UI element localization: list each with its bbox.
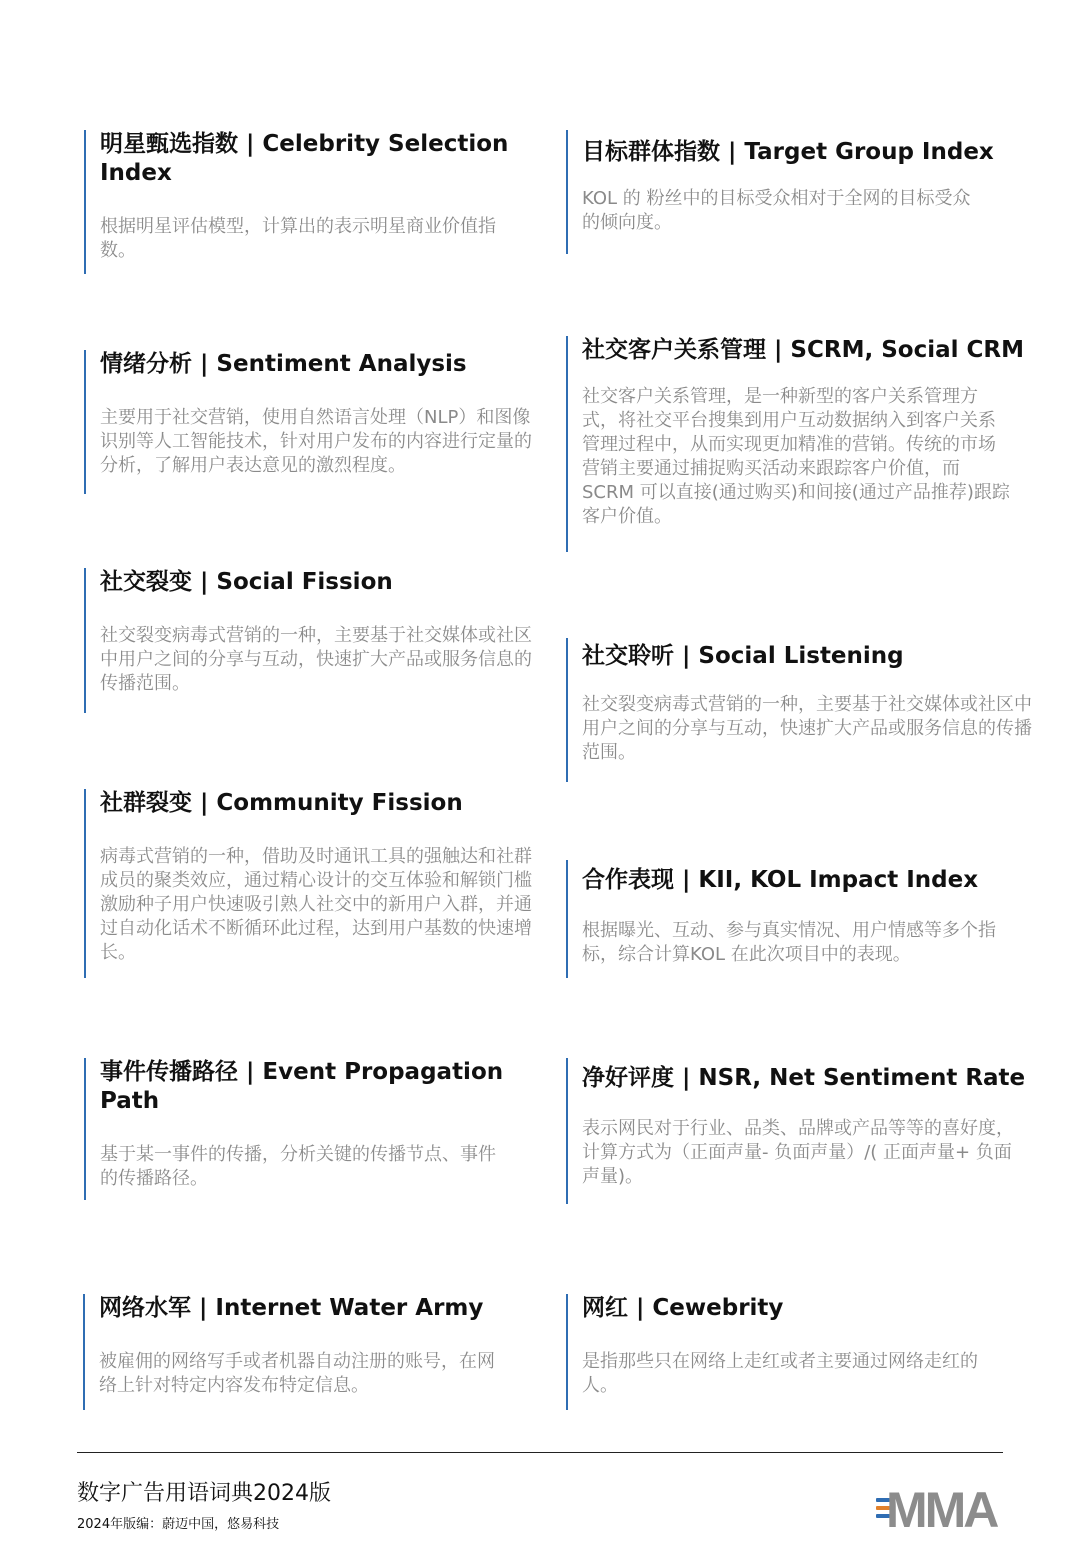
- entry-title: 社交裂变 | Social Fission: [100, 569, 393, 595]
- glossary-entry-event-propagation-path: [84, 1058, 540, 1200]
- entry-description: 表示网民对于行业、品类、品牌或产品等等的喜好度，计算方式为（正面声量- 负面声量）/( 正面声量+ 负面声量)。: [582, 1118, 1014, 1187]
- entry-title: 事件传播路径 | Event Propagation Path: [100, 1059, 504, 1114]
- entry-description: 病毒式营销的一种，借助及时通讯工具的强触达和社群成员的聚类效应，通过精心设计的交互体验和解锁门槛激励种子用户快速吸引熟人社交中的新用户入群，并通过自动化话术不断循环此过程，达到用户基数的快速增长。: [100, 846, 532, 963]
- entry-title: 净好评度 | NSR, Net Sentiment Rate: [582, 1065, 1026, 1091]
- entry-description: 基于某一事件的传播，分析关键的传播节点、事件的传播路径。: [100, 1144, 496, 1189]
- entry-description: KOL 的 粉丝中的目标受众相对于全网的目标受众的倾向度。: [582, 188, 971, 233]
- glossary-entry-celebrity-selection-index: [84, 130, 540, 274]
- entry-description: 是指那些只在网络上走红或者主要通过网络走红的人。: [582, 1351, 978, 1396]
- entry-title: 网络水军 | Internet Water Army: [99, 1295, 484, 1321]
- footer-divider: [77, 1452, 1003, 1453]
- glossary-entry-community-fission: [84, 789, 544, 978]
- entry-title: 目标群体指数 | Target Group Index: [582, 139, 994, 165]
- glossary-entry-net-sentiment-rate: [566, 1058, 1026, 1204]
- entry-description: 根据明星评估模型，计算出的表示明星商业价值指数。: [100, 216, 496, 261]
- footer-title: 数字广告用语词典2024版: [77, 1481, 331, 1506]
- glossary-entry-social-crm: [566, 336, 1036, 552]
- entry-description: 社交客户关系管理，是一种新型的客户关系管理方式，将社交平台搜集到用户互动数据纳入到客户关系管理过程中，从而实现更加精准的营销。传统的市场营销主要通过捕捉购买活动来跟踪客户价值，而 SCRM 可以直接(通过购买)和间接(通过产品推荐)跟踪客户价值。: [582, 386, 1010, 527]
- mma-logo: [876, 1482, 1018, 1538]
- entry-description: 主要用于社交营销，使用自然语言处理（NLP）和图像识别等人工智能技术，针对用户发布的内容进行定量的分析，了解用户表达意见的激烈程度。: [100, 407, 532, 476]
- glossary-entry-sentiment-analysis: [84, 350, 544, 494]
- entry-title: 情绪分析 | Sentiment Analysis: [100, 351, 467, 377]
- footer-subtitle: 2024年版编：蔚迈中国，悠易科技: [77, 1517, 280, 1532]
- entry-title: 社交聆听 | Social Listening: [582, 643, 904, 669]
- glossary-entry-kol-impact-index: [566, 860, 1026, 978]
- logo-wordmark: MMA: [886, 1482, 997, 1538]
- glossary-entry-target-group-index: [566, 130, 1026, 254]
- entry-title: 社交客户关系管理 | SCRM, Social CRM: [582, 337, 1024, 363]
- entry-title: 合作表现 | KII, KOL Impact Index: [582, 867, 979, 893]
- entry-description: 社交裂变病毒式营销的一种，主要基于社交媒体或社区中用户之间的分享与互动，快速扩大产品或服务信息的传播范围。: [582, 694, 1032, 763]
- glossary-entry-internet-water-army: [83, 1294, 539, 1410]
- entry-title: 网红 | Cewebrity: [582, 1295, 784, 1321]
- entry-description: 社交裂变病毒式营销的一种，主要基于社交媒体或社区中用户之间的分享与互动，快速扩大产品或服务信息的传播范围。: [100, 625, 532, 694]
- glossary-entry-social-fission: [84, 568, 540, 713]
- glossary-entry-cewebrity: [566, 1294, 1026, 1410]
- entry-title: 社群裂变 | Community Fission: [100, 790, 463, 816]
- entry-description: 根据曝光、互动、参与真实情况、用户情感等多个指标，综合计算KOL 在此次项目中的表现。: [582, 920, 996, 965]
- glossary-entry-social-listening: [566, 638, 1040, 782]
- entry-description: 被雇佣的网络写手或者机器自动注册的账号，在网络上针对特定内容发布特定信息。: [99, 1351, 495, 1396]
- entry-title: 明星甄选指数 | Celebrity Selection Index: [100, 131, 509, 186]
